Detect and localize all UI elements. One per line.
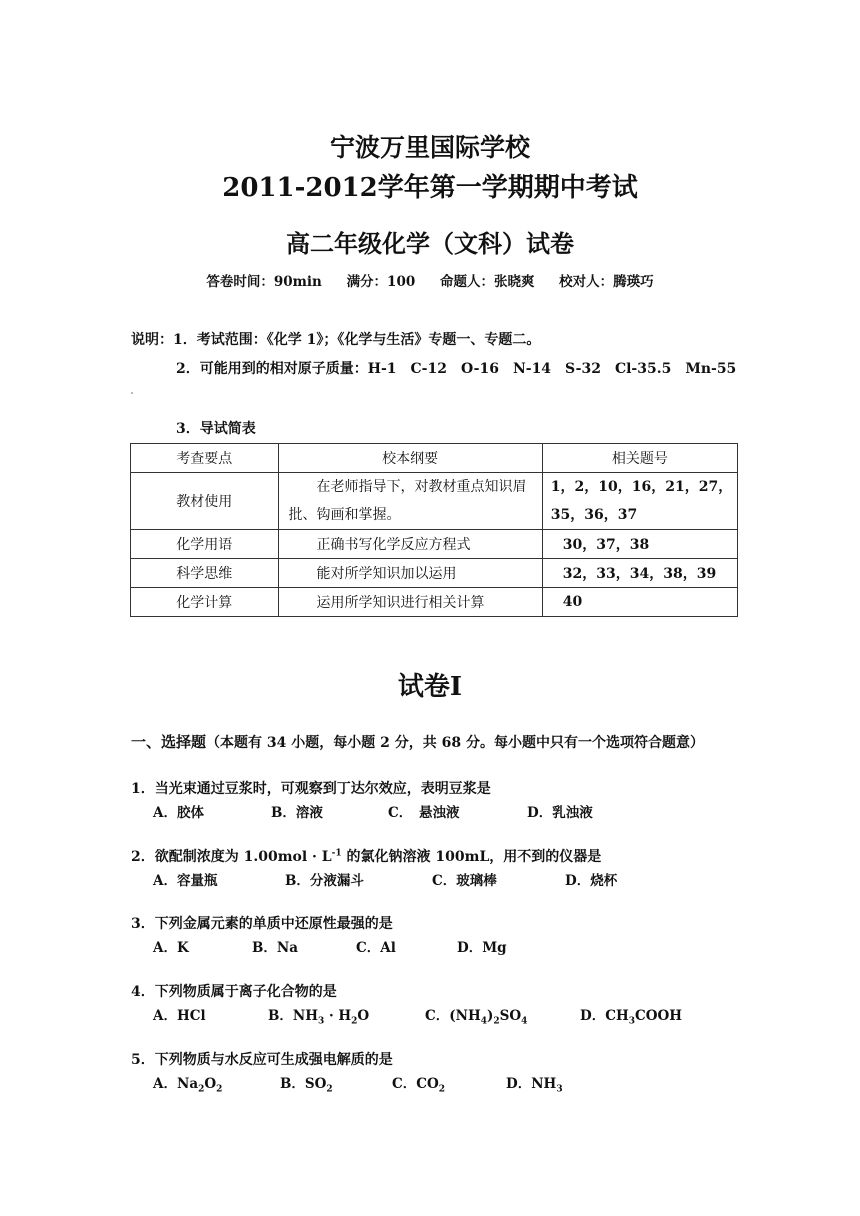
- note-guide-table: 3．导试简表: [176, 421, 256, 437]
- formula-part: ): [487, 1008, 494, 1024]
- guide-table: [130, 443, 738, 617]
- formula-part: D．NH: [506, 1076, 557, 1092]
- table-row: [131, 473, 738, 530]
- question-4-stem: 4．下列物质属于离子化合物的是: [131, 984, 337, 1000]
- q3-option-b: B．Na: [252, 940, 298, 956]
- formula-sub: 3: [318, 1016, 325, 1027]
- q2-option-c: C．玻璃棒: [432, 873, 497, 889]
- formula-sub: 2: [216, 1084, 223, 1095]
- q2-stem-part: 的氯化钠溶液 100mL，用不到的仪器是: [341, 849, 602, 865]
- q4-option-c: [425, 1004, 527, 1027]
- formula-part: B．SO: [280, 1076, 327, 1092]
- q2-option-d: D．烧杯: [565, 873, 618, 889]
- q1-option-a: A．胶体: [153, 805, 204, 821]
- formula-sub: 4: [521, 1016, 528, 1027]
- formula-part: SO: [499, 1008, 522, 1024]
- formula-part: · H: [324, 1008, 352, 1024]
- formula-sub: 2: [493, 1016, 500, 1027]
- q2-stem-part: 2．欲配制浓度为 1.00mol · L: [131, 849, 332, 865]
- exam-time: 答卷时间：90min: [206, 274, 322, 290]
- q1-option-d: D．乳浊液: [527, 805, 593, 821]
- formula-part: C．CO: [392, 1076, 439, 1092]
- cell-numbers: 1，2，10，16，21，27，35，36，37: [542, 473, 737, 530]
- full-score: 满分：100: [346, 274, 416, 290]
- q4-option-a: A．HCl: [153, 1008, 206, 1024]
- note-scope: 说明：1．考试范围：《化学 1》；《化学与生活》专题一、专题二。: [131, 332, 541, 348]
- q3-option-c: C．Al: [356, 940, 396, 956]
- q2-option-a: A．容量瓶: [153, 873, 218, 889]
- exam-meta: [0, 270, 860, 290]
- question-1-stem: 1．当光束通过豆浆时，可观察到丁达尔效应，表明豆浆是: [131, 781, 491, 797]
- q4-option-d: [580, 1004, 682, 1027]
- formula-sub: 2: [438, 1084, 446, 1095]
- q2-stem-sup: -1: [331, 848, 342, 859]
- question-2-stem: [131, 846, 601, 866]
- paper-title: 高二年级化学（文科）试卷: [286, 229, 574, 258]
- section-desc: （本题有 34 小题，每小题 2 分，共 68 分。每小题中只有一个选项符合题意）: [206, 735, 704, 751]
- formula-part: C．(NH: [425, 1008, 481, 1024]
- formula-sub: 4: [480, 1016, 487, 1027]
- cell-point: 科学思维: [131, 559, 279, 588]
- formula-sub: 2: [326, 1084, 333, 1095]
- cell-numbers: 32，33，34，38，39: [542, 559, 737, 588]
- cell-outline: 能对所学知识加以运用: [278, 559, 542, 588]
- header-point: 考查要点: [131, 444, 279, 473]
- header-outline: 校本纲要: [278, 444, 542, 473]
- note-atomic-mass: 2．可能用到的相对原子质量：H-1 C-12 O-16 N-14 S-32 Cl-35.5 Mn-55: [176, 361, 737, 377]
- q3-option-d: D．Mg: [457, 940, 507, 956]
- table-row: [131, 588, 738, 617]
- q2-option-b: B．分液漏斗: [285, 873, 364, 889]
- q3-option-a: A．K: [153, 940, 189, 956]
- section-title: 一、选择题: [131, 733, 207, 751]
- cell-point: 化学计算: [131, 588, 279, 617]
- cell-outline: 运用所学知识进行相关计算: [278, 588, 542, 617]
- header-numbers: 相关题号: [542, 444, 737, 473]
- formula-part: D．CH: [580, 1008, 629, 1024]
- cell-point: 化学用语: [131, 530, 279, 559]
- cell-numbers: 40: [542, 588, 737, 617]
- proofreader: 校对人：腾瑛巧: [559, 274, 654, 290]
- q5-option-c: [392, 1072, 445, 1095]
- formula-part: A．Na: [153, 1076, 199, 1092]
- exam-title: 2011-2012学年第一学期期中考试: [222, 173, 638, 203]
- q1-option-c: C． 悬浊液: [388, 805, 460, 821]
- q1-option-b: B．溶液: [271, 805, 323, 821]
- formula-sub: 2: [351, 1016, 358, 1027]
- table-row: [131, 559, 738, 588]
- author: 命题人：张晓爽: [439, 274, 535, 290]
- school-name: 宁波万里国际学校: [329, 133, 530, 162]
- cell-outline: 正确书写化学反应方程式: [278, 530, 542, 559]
- q5-option-d: [506, 1072, 563, 1095]
- q4-option-b: [268, 1004, 369, 1027]
- cell-outline: 在老师指导下，对教材重点知识眉批、钩画和掌握。: [278, 473, 542, 530]
- formula-part: COOH: [634, 1008, 683, 1024]
- part-title: 试卷Ⅰ: [397, 672, 463, 702]
- formula-part: O: [204, 1076, 217, 1092]
- stray-mark: [131, 392, 133, 394]
- cell-numbers: 30，37，38: [542, 530, 737, 559]
- formula-part: B．NH: [268, 1008, 319, 1024]
- formula-sub: 3: [628, 1016, 635, 1027]
- q5-option-b: [280, 1072, 333, 1095]
- cell-point: 教材使用: [131, 473, 279, 530]
- formula-sub: 3: [556, 1084, 563, 1095]
- question-3-stem: 3．下列金属元素的单质中还原性最强的是: [131, 916, 393, 932]
- formula-sub: 2: [198, 1084, 205, 1095]
- table-header-row: [131, 444, 738, 473]
- formula-part: O: [357, 1008, 370, 1024]
- question-5-stem: 5．下列物质与水反应可生成强电解质的是: [131, 1052, 393, 1068]
- q5-option-a: [153, 1072, 222, 1095]
- table-row: [131, 530, 738, 559]
- section-heading: [131, 731, 704, 752]
